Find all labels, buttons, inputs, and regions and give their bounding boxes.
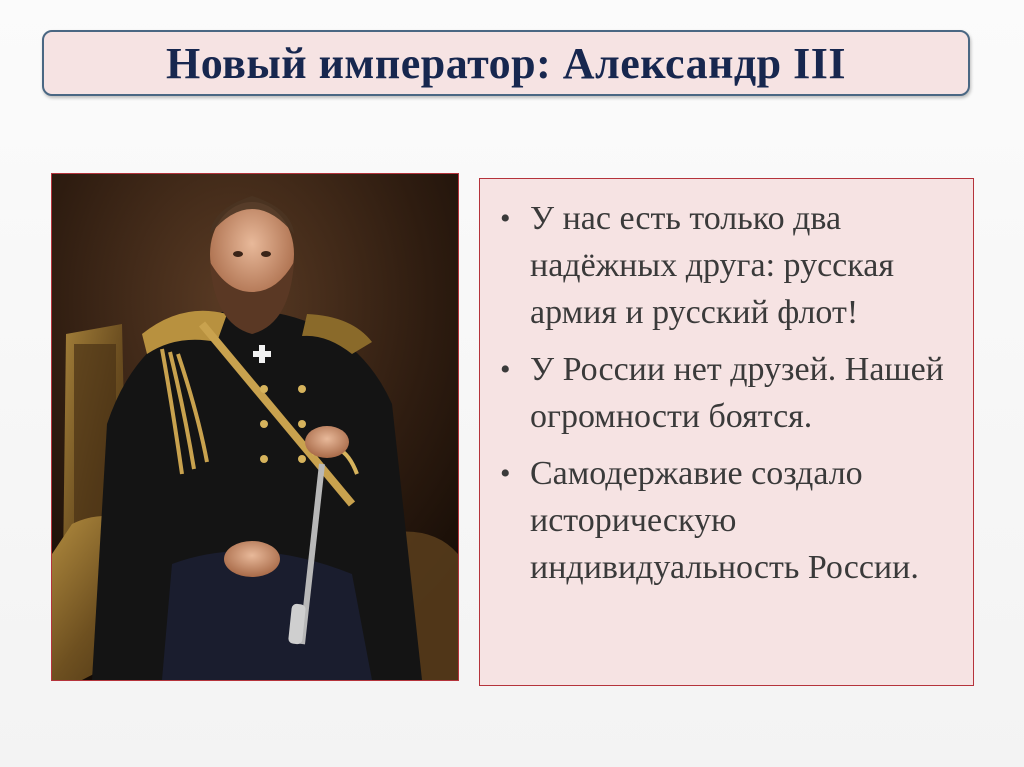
- bullet-dot-icon: •: [500, 457, 511, 490]
- portrait-image: [51, 173, 459, 681]
- portrait-drawing: [52, 174, 458, 680]
- quote-item: [498, 195, 963, 336]
- quote-list: [480, 179, 973, 591]
- bullet-dot-icon: •: [500, 202, 511, 235]
- right-hand: [305, 426, 349, 458]
- bullet-dot-icon: •: [500, 353, 511, 386]
- slide-title: Новый император: Александр III: [165, 38, 847, 88]
- quote-item: [498, 450, 963, 591]
- quote-box: [479, 178, 974, 686]
- quote-item: [498, 346, 963, 440]
- title-box: [42, 30, 970, 96]
- quote-text: У России нет друзей. Нашей огромности боятся.: [530, 351, 944, 435]
- quote-text: Самодержавие создало историческую индивидуальность России.: [530, 455, 919, 586]
- quote-text: У нас есть только два надёжных друга: русская армия и русский флот!: [530, 200, 895, 331]
- left-hand: [224, 541, 280, 577]
